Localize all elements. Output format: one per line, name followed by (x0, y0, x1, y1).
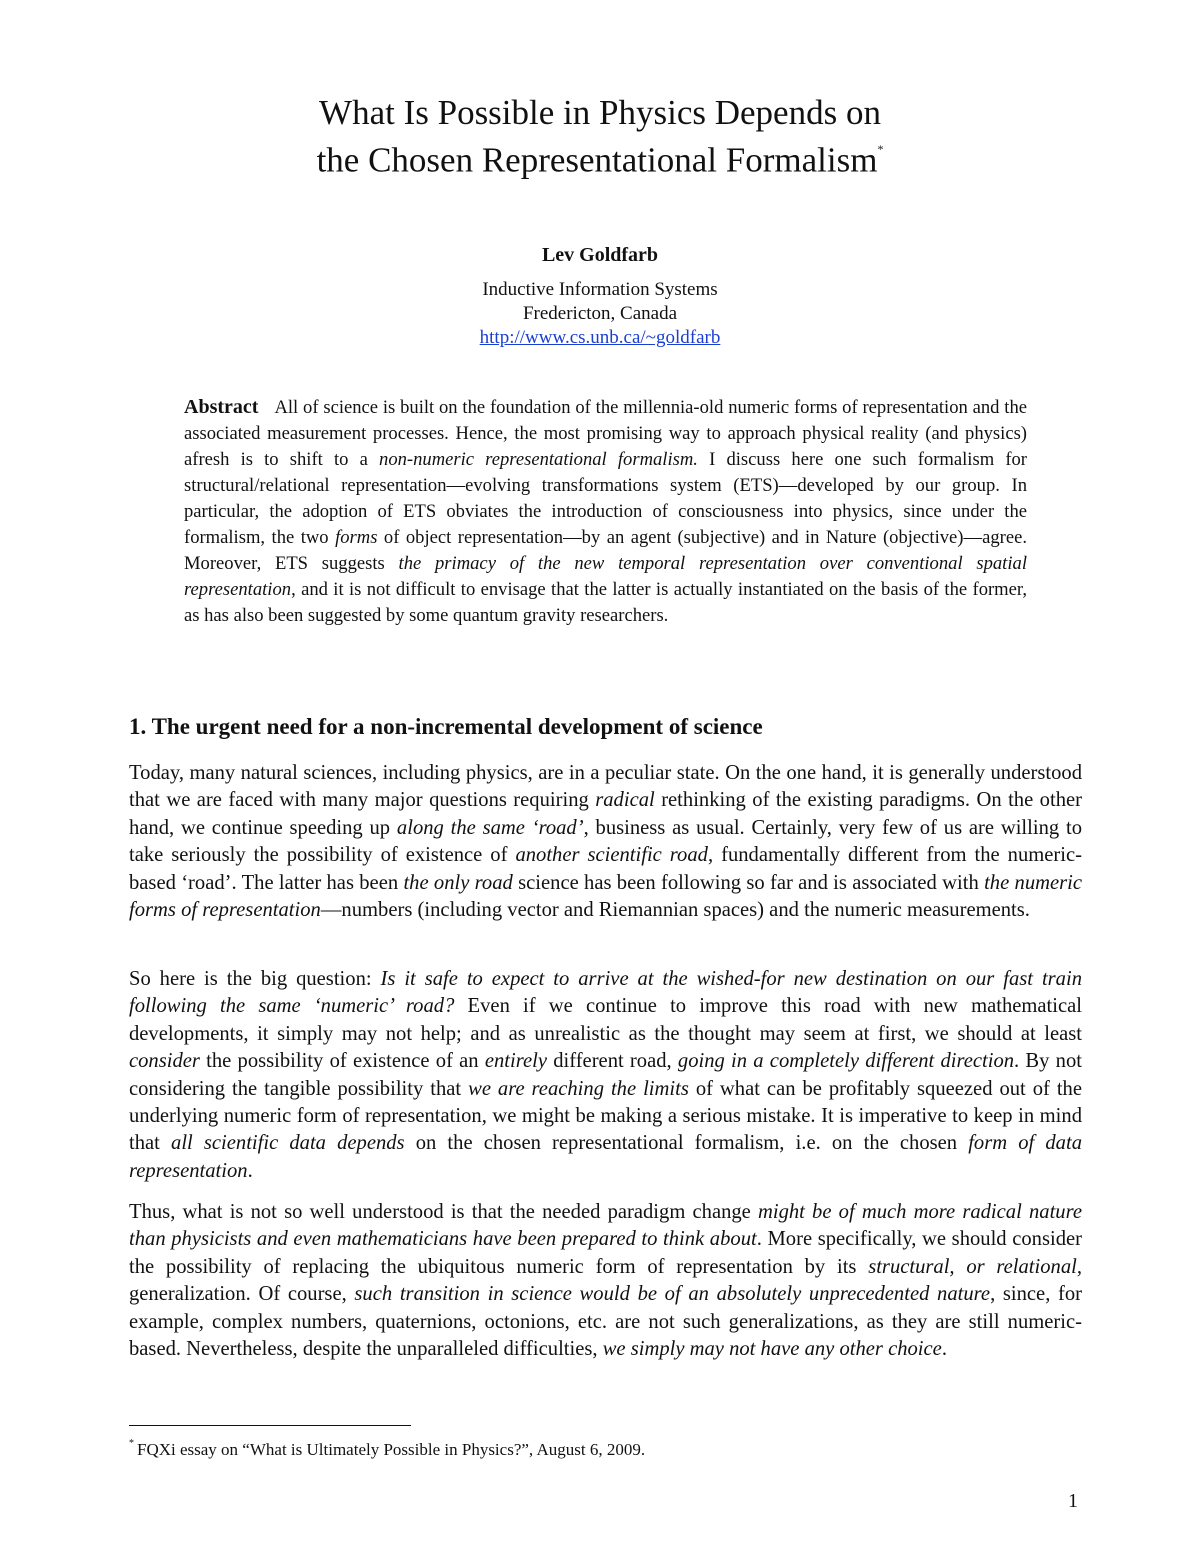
text-run: —numbers (including vector and Riemannian spaces) and the numeric measurements. (320, 899, 1030, 922)
affiliation: Inductive Information Systems (482, 279, 718, 300)
text-run: the possibility of existence of an (199, 1050, 485, 1073)
title-line-2-text: the Chosen Representational Formalism (316, 140, 878, 180)
emphasis-text: along the same ‘road’ (396, 816, 584, 839)
text-run: science has been following so far and is associated with (512, 871, 985, 894)
footnote-text: FQXi essay on “What is Ultimately Possible in Physics?”, August 6, 2009. (137, 1440, 646, 1459)
page-number: 1 (1068, 1490, 1078, 1512)
emphasis-text: the numeric forms of representation (129, 871, 1083, 922)
text-run: , fundamentally different from the numeric-based ‘road’. The latter has been (129, 844, 1082, 894)
emphasis-text: radical (595, 789, 655, 812)
emphasis-text: the primacy of the new temporal representation over conventional spatial representation (184, 553, 1027, 600)
author-affiliation-block (0, 278, 1200, 350)
abstract-label: Abstract (184, 396, 259, 418)
text-run: generalization. Of course, (129, 1283, 355, 1306)
emphasis-text: non-numeric representational formalism. (379, 449, 698, 470)
text-run: . (247, 1159, 253, 1182)
emphasis-text: entirely (484, 1050, 547, 1073)
emphasis-text: consider (129, 1050, 200, 1073)
text-run: So here is the big question: (129, 968, 381, 990)
text-run: . (941, 1338, 947, 1361)
footnote-mark: * (129, 1438, 134, 1450)
emphasis-text: all scientific data depends (171, 1132, 405, 1155)
emphasis-text: form of data representation (129, 1132, 1082, 1182)
text-run: of what can be profitably squeezed out of the underlying numeric form of representation, we might be making a serious mistake. It is imperative to keep in mind that (129, 1077, 1082, 1155)
footnote-divider (129, 1425, 411, 1426)
section-heading: 1. The urgent need for a non-incremental development of science (129, 714, 763, 739)
text-run: Thus, what is not so well understood is that the needed paradigm change (129, 1201, 758, 1223)
body-paragraph (129, 1199, 1082, 1363)
emphasis-text: forms (335, 527, 378, 548)
emphasis-text: such transition in science would be of an absolutely unprecedented nature (354, 1283, 991, 1306)
title-footnote-mark[interactable]: * (877, 142, 884, 156)
text-run: , and it is not difficult to envisage that the latter is actually instantiated on the basis of the former, as has also been suggested by some quantum gravity researchers. (184, 579, 1027, 626)
abstract-text (184, 397, 1027, 626)
footnote (129, 1440, 645, 1460)
text-run: . By not considering the tangible possibility that (129, 1050, 1082, 1100)
text-run: Today, many natural sciences, including physics, are in a peculiar state. On the one hand, it is generally understood that we are faced with many major questions requiring (129, 762, 1082, 812)
text-run: I discuss here one such formalism for structural/relational representation—evolving transformations system (ETS)—developed by our group. In particular, the adoption of ETS obviates the introduction of consciousness into physics, since under the formalism, the two (184, 449, 1028, 548)
text-run: . More specifically, we should consider the possibility of replacing the ubiquitous numeric form of representation by its (129, 1228, 1082, 1278)
emphasis-text: structural, or relational, (868, 1255, 1082, 1278)
text-run: on the chosen representational formalism, i.e. on the chosen (404, 1132, 969, 1155)
text-run: All of science is built on the foundation of the millennia-old numeric forms of representation and the associated measurement processes. Hence, the most promising way to approach physical reality (and physics) afresh is to shift to a (184, 397, 1027, 470)
text-run: rethinking of the existing paradigms. On the other hand, we continue speeding up (129, 789, 1082, 839)
abstract (184, 394, 1027, 629)
author-url-link[interactable]: http://www.cs.unb.ca/~goldfarb (479, 327, 721, 348)
text-run: Even if we continue to improve this road with new mathematical developments, it simply may not help; and as unrealistic as the thought may seem at first, we should at least (129, 995, 1082, 1045)
paper-title (0, 92, 1200, 182)
location: Fredericton, Canada (522, 303, 678, 324)
emphasis-text: another scientific road (515, 844, 708, 867)
emphasis-text: going in a completely different direction (677, 1050, 1015, 1073)
emphasis-text: might be of much more radical nature than physicists and even mathematicians have been prepared to think about (129, 1201, 1082, 1251)
emphasis-text: we are reaching the limits (468, 1077, 689, 1100)
emphasis-text: the only road (403, 871, 513, 894)
title-line-1: What Is Possible in Physics Depends on (319, 93, 881, 132)
body-paragraph (129, 966, 1082, 1185)
emphasis-text: we simply may not have any other choice (602, 1338, 942, 1361)
title-line-2 (0, 134, 1200, 182)
text-run: different road, (546, 1050, 678, 1073)
emphasis-text: Is it safe to expect to arrive at the wished-for new destination on our fast train following the same ‘numeric’ road? (129, 968, 1082, 1018)
text-run: of object representation—by an agent (subjective) and in Nature (objective)—agree. Moreover, ETS suggests (184, 527, 1027, 574)
author-name: Lev Goldfarb (541, 244, 659, 266)
text-run: , since, for example, complex numbers, quaternions, octonions, etc. are not such generalizations, as they are still numeric-based. Nevertheless, despite the unparalleled difficulties, (129, 1283, 1083, 1361)
text-run: , business as usual. Certainly, very few of us are willing to take seriously the possibility of existence of (129, 816, 1082, 867)
body-paragraph (129, 760, 1082, 924)
